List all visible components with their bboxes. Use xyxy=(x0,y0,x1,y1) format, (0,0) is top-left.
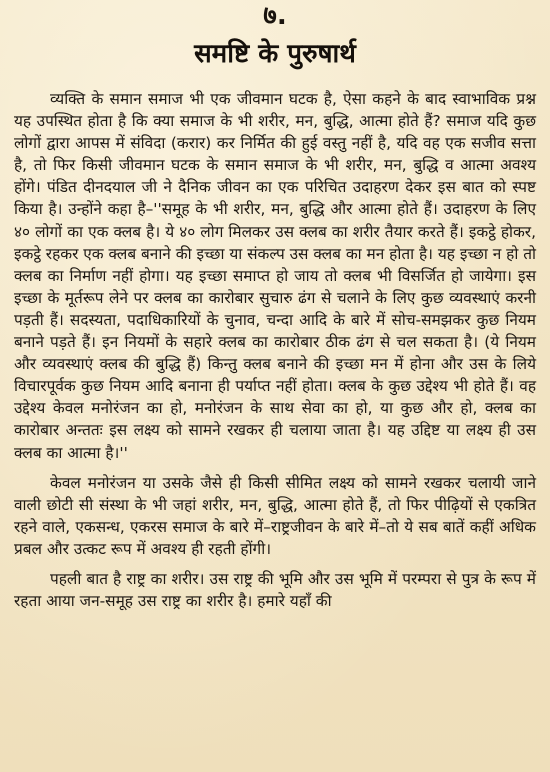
chapter-number: ७. xyxy=(263,1,287,31)
chapter-title: समष्टि के पुरुषार्थ xyxy=(194,39,356,69)
paragraph: केवल मनोरंजन या उसके जैसे ही किसी सीमित लक्ष्य को सामने रखकर चलायी जाने वाली छोटी सी संस्था के भी जहां शरीर, मन, बुद्धि, आत्मा होते हैं, तो फिर पीढ़ियों से एकत्रित रहने वाले, एकसन्ध, एकरस समाज के बारे में–राष्ट्रजीवन के बारे में–तो ये सब बातें कहीं अधिक प्रबल और उत्कट रूप में अवश्य ही रहती होंगी। xyxy=(14,473,536,558)
paragraph: पहली बात है राष्ट्र का शरीर। उस राष्ट्र की भूमि और उस भूमि में परम्परा से पुत्र के रूप में रहता आया जन-समूह उस राष्ट्र का शरीर है। हमारे यहाँ की xyxy=(14,569,536,611)
chapter-body xyxy=(14,88,536,612)
paragraph: व्यक्ति के समान समाज भी एक जीवमान घटक है, ऐसा कहने के बाद स्वाभाविक प्रश्न यह उपस्थित होता है कि क्या समाज के भी शरीर, मन, बुद्धि, आत्मा होते हैं? समाज यदि कुछ लोगों द्वारा आपस में संविदा (करार) कर निर्मित की हुई वस्तु नहीं है, यदि वह एक सजीव सत्ता है, तो फिर किसी जीवमान घटक के समान समाज के भी शरीर, मन, बुद्धि व आत्मा अवश्य होंगे। पंडित दीनदयाल जी ने दैनिक जीवन का एक परिचित उदाहरण देकर इस बात को स्पष्ट किया है। उन्होंने कहा है–''समूह के भी शरीर, मन, बुद्धि और आत्मा होते हैं। उदाहरण के लिए ४० लोगों का एक क्लब है। ये ४० लोग मिलकर उस क्लब का शरीर तैयार करते हैं। इकट्ठे होकर, इकट्ठे रहकर एक क्लब बनाने की इच्छा या संकल्प उस क्लब का मन होता है। यह इच्छा न हो तो क्लब का निर्माण नहीं होगा। यह इच्छा समाप्त हो जाय तो क्लब भी विसर्जित हो जायेगा। इस इच्छा के मूर्तरूप लेने पर क्लब का कारोबार सुचारु ढंग से चलाने के लिए कुछ व्यवस्थाएं करनी पड़ती हैं। सदस्यता, पदाधिकारियों के चुनाव, चन्दा आदि के बारे में सोच-समझकर कुछ नियम बनाने पड़ते हैं। इन नियमों के सहारे क्लब का कारोबार ठीक ढंग से चल सकता है। (ये नियम और व्यवस्थाएं क्लब की बुद्धि हैं) किन्तु क्लब बनाने की इच्छा मन में होना और उस के लिये विचारपूर्वक कुछ नियम आदि बनाना ही पर्याप्त नहीं होता। क्लब के कुछ उद्देश्य भी होते हैं। वह उद्देश्य केवल मनोरंजन का हो, मनोरंजन के साथ सेवा का हो, या कुछ और हो, क्लब का कारोबार अन्ततः इस लक्ष्य को सामने रखकर ही चलाया जाता है। यह उद्दिष्ट या लक्ष्य ही उस क्लब का आत्मा है।'' xyxy=(14,90,536,462)
